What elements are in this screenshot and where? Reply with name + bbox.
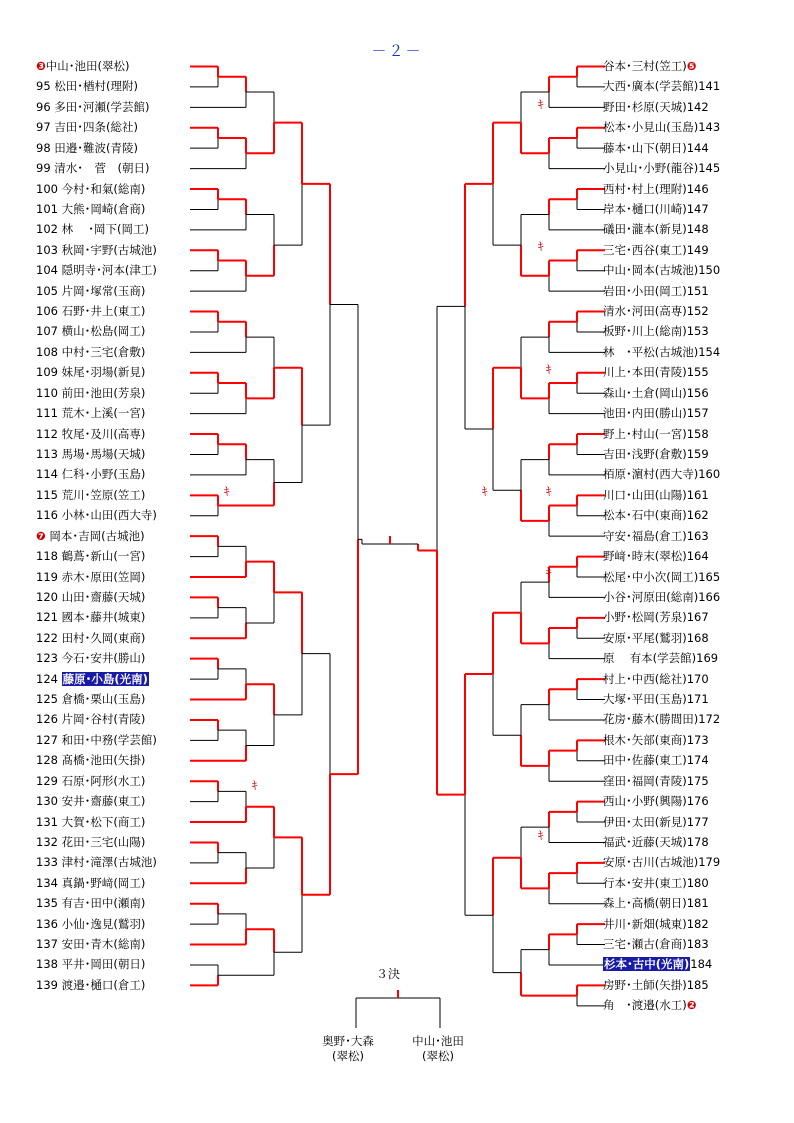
entry-name: 吉田･浅野(倉敷): [603, 446, 687, 461]
left-entry: [36, 896, 145, 910]
walkover-mark: ｷ: [482, 485, 488, 498]
entry-number: 148: [686, 222, 709, 237]
entry-name: 藤原･小島(光南): [62, 671, 148, 686]
entry-number: 127: [36, 732, 58, 747]
entry-number: 158: [686, 426, 709, 441]
entry-name: 隠明寺･河本(津工): [61, 263, 157, 278]
left-entry: [36, 427, 145, 441]
entry-name: 野上･村山(一宮): [603, 426, 687, 441]
entry-name: 國本･藤井(城東): [61, 610, 146, 625]
entry-number: 105: [36, 283, 58, 298]
right-entry: [603, 917, 709, 931]
entry-number: 137: [36, 937, 58, 952]
left-entry: [36, 590, 145, 604]
entry-number: 160: [698, 467, 721, 482]
left-entry: [36, 386, 145, 400]
right-entry: [603, 345, 720, 359]
entry-number: 179: [698, 855, 721, 870]
left-entry: [36, 161, 150, 175]
entry-number: 142: [686, 99, 709, 114]
entry-name: 小見山･小野(龍谷): [603, 161, 699, 176]
entry-name: 小林･山田(西大寺): [61, 508, 157, 523]
entry-name: 渡邉･樋口(倉工): [61, 977, 146, 992]
entry-name: 中山･池田(翠松): [45, 59, 130, 73]
entry-number: 112: [36, 426, 58, 441]
entry-number: 173: [686, 732, 709, 747]
entry-name: 藤本･山下(朝日): [603, 140, 687, 155]
entry-number: 150: [698, 263, 721, 278]
entry-name: 妹尾･羽場(新見): [61, 365, 146, 380]
right-entry: [603, 202, 709, 216]
right-entry: [603, 876, 709, 890]
left-entry: [36, 508, 157, 522]
entry-name: 清水･河田(高専): [603, 304, 687, 319]
entry-number: 170: [686, 671, 709, 686]
right-entry: [603, 222, 709, 236]
left-entry: [36, 100, 150, 114]
left-entry: [36, 79, 138, 93]
entry-name: 伊田･太田(新見): [603, 814, 687, 829]
right-entry: [603, 896, 709, 910]
third-place-left-team: [318, 1034, 378, 1064]
right-entry: [603, 998, 696, 1012]
left-entry: [36, 876, 145, 890]
entry-name: 中村･三宅(倉敷): [61, 344, 146, 359]
right-entry: [603, 406, 709, 420]
left-entry: [36, 120, 138, 134]
entry-number: 152: [686, 304, 709, 319]
right-entry: [603, 631, 709, 645]
right-entry: [603, 100, 709, 114]
entry-name: 房野･土師(矢掛): [603, 977, 687, 992]
entry-name: 田村･久岡(東商): [61, 630, 146, 645]
walkover-mark: ｷ: [538, 240, 544, 253]
entry-name: 仁科･小野(玉島): [61, 467, 146, 482]
entry-name: 板野･川上(総南): [603, 324, 687, 339]
right-entry: [603, 427, 709, 441]
page-number: －２－: [371, 42, 423, 60]
entry-name: 中山･岡本(古城池): [603, 263, 699, 278]
right-entry: [603, 161, 720, 175]
entry-name: 林 ･平松(古城池): [603, 344, 699, 359]
entry-name: 大賀･松下(商工): [61, 814, 146, 829]
right-entry: [603, 304, 709, 318]
entry-number: 161: [686, 487, 709, 502]
entry-name: 森山･土倉(岡山): [603, 385, 687, 400]
right-entry: [603, 141, 709, 155]
entry-number: 133: [36, 855, 58, 870]
entry-name: 秋岡･宇野(古城池): [61, 242, 157, 257]
right-entry: [603, 79, 720, 93]
left-entry: [36, 182, 145, 196]
left-entry: [36, 835, 145, 849]
right-entry: [603, 467, 720, 481]
entry-name: 石野･井上(東工): [61, 304, 146, 319]
entry-number: 149: [686, 242, 709, 257]
entry-name: 野田･杉原(天城): [603, 99, 687, 114]
entry-number: 157: [686, 406, 709, 421]
left-entry: [36, 243, 157, 257]
entry-name: 牧尾･及川(高専): [61, 426, 146, 441]
right-entry: [603, 794, 709, 808]
entry-name: 清水･ 菅 (朝日): [54, 161, 150, 176]
right-entry: [603, 120, 720, 134]
walkover-mark: ｷ: [546, 485, 552, 498]
entry-number: 145: [698, 161, 721, 176]
entry-name: 川上･本田(青陵): [603, 365, 687, 380]
left-entry: [36, 59, 129, 73]
entry-name: 安田･青木(総南): [61, 937, 146, 952]
entry-name: 井川･新畑(城東): [603, 916, 687, 931]
left-entry: [36, 937, 145, 951]
entry-number: 165: [698, 569, 721, 584]
right-entry: [603, 855, 720, 869]
left-entry: [36, 733, 157, 747]
entry-name: 松尾･中小次(岡工): [603, 569, 699, 584]
right-entry: [603, 835, 709, 849]
entry-name: 小仙･逸見(鷲羽): [61, 916, 146, 931]
left-entry: [36, 651, 145, 665]
right-entry: [603, 712, 720, 726]
entry-number: 106: [36, 304, 58, 319]
seed-mark: ❸: [36, 59, 46, 73]
left-entry: [36, 631, 145, 645]
entry-number: 109: [36, 365, 58, 380]
entry-number: 98: [36, 140, 51, 155]
entry-number: 128: [36, 753, 58, 768]
entry-number: 123: [36, 651, 58, 666]
walkover-mark: ｷ: [252, 779, 258, 792]
left-entry: [36, 284, 145, 298]
walkover-mark: ｷ: [546, 566, 552, 579]
entry-name: 栢原･濵村(西大寺): [603, 467, 699, 482]
left-entry: [36, 549, 145, 563]
entry-name: 石原･阿形(水工): [61, 773, 146, 788]
left-entry: [36, 917, 145, 931]
third-place-right-school: (翠松): [422, 1049, 454, 1063]
right-entry: [603, 59, 696, 73]
left-entry: [36, 855, 157, 869]
right-entry: [603, 284, 709, 298]
entry-number: 129: [36, 773, 58, 788]
entry-number: 178: [686, 834, 709, 849]
entry-number: 155: [686, 365, 709, 380]
entry-number: 174: [686, 753, 709, 768]
entry-number: 108: [36, 344, 58, 359]
entry-name: 根木･矢部(東商): [603, 732, 687, 747]
left-entry: [36, 712, 145, 726]
entry-number: 119: [36, 569, 58, 584]
entry-number: 126: [36, 712, 58, 727]
entry-number: 131: [36, 814, 58, 829]
seed-mark: ❼: [36, 528, 46, 543]
left-entry: [36, 467, 145, 481]
entry-number: 122: [36, 630, 58, 645]
right-entry: [603, 365, 709, 379]
entry-name: 片岡･塚常(玉商): [61, 283, 146, 298]
left-entry: [36, 304, 145, 318]
right-entry: [603, 549, 709, 563]
entry-number: 141: [698, 79, 721, 94]
entry-number: 185: [686, 977, 709, 992]
entry-name: 窪田･福岡(青陵): [603, 773, 687, 788]
entry-number: 118: [36, 549, 58, 564]
entry-name: 岩田･小田(岡工): [603, 283, 687, 298]
entry-number: 95: [36, 79, 51, 94]
entry-name: 林 ･岡下(岡工): [61, 222, 149, 237]
right-entry: [603, 774, 709, 788]
entry-name: 小野･松岡(芳泉): [603, 610, 687, 625]
entry-number: 120: [36, 589, 58, 604]
entry-number: 136: [36, 916, 58, 931]
entry-number: 182: [686, 916, 709, 931]
entry-number: 139: [36, 977, 58, 992]
left-entry: [36, 692, 145, 706]
entry-name: 安原･古川(古城池): [603, 855, 699, 870]
entry-number: 184: [690, 957, 713, 972]
entry-number: 169: [696, 651, 719, 666]
entry-number: 154: [698, 344, 721, 359]
right-entry: [603, 182, 709, 196]
entry-name: 花房･藤木(勝間田): [603, 712, 699, 727]
entry-name: 吉田･四条(総社): [54, 120, 139, 135]
entry-number: 115: [36, 487, 58, 502]
entry-number: 138: [36, 957, 58, 972]
entry-name: 多田･河瀬(学芸館): [54, 99, 150, 114]
entry-name: 安原･平尾(鷲羽): [603, 630, 687, 645]
entry-number: 96: [36, 99, 51, 114]
right-entry: [603, 651, 718, 665]
right-entry: [603, 978, 709, 992]
right-entry: [603, 263, 720, 277]
entry-number: 114: [36, 467, 58, 482]
entry-number: 116: [36, 508, 58, 523]
right-entry: [603, 815, 709, 829]
entry-number: 132: [36, 834, 58, 849]
entry-name: 原 有本(学芸館): [603, 651, 697, 666]
left-entry: [36, 978, 145, 992]
entry-number: 130: [36, 794, 58, 809]
entry-name: 野﨑･時末(翠松): [603, 549, 687, 564]
entry-name: 髙橋･池田(矢掛): [61, 753, 146, 768]
entry-name: 前田･池田(芳泉): [61, 385, 146, 400]
entry-name: 荒木･上溪(一宮): [61, 406, 146, 421]
entry-number: 144: [686, 140, 709, 155]
entry-number: 177: [686, 814, 709, 829]
entry-name: 大熊･岡崎(倉商): [61, 201, 146, 216]
entry-number: 171: [686, 692, 709, 707]
entry-name: 山田･齋藤(天城): [61, 589, 146, 604]
entry-number: 111: [36, 406, 58, 421]
right-entry: [603, 610, 709, 624]
entry-number: 103: [36, 242, 58, 257]
left-entry: [36, 753, 145, 767]
left-entry: [36, 957, 145, 971]
entry-number: 183: [686, 937, 709, 952]
entry-number: 180: [686, 875, 709, 890]
entry-name: 森上･高橋(朝日): [603, 896, 687, 911]
entry-number: 135: [36, 896, 58, 911]
entry-name: 赤木･原田(笠岡): [61, 569, 146, 584]
entry-name: 馬場･馬場(天城): [61, 446, 146, 461]
entry-name: 杉本･古中(光南): [604, 957, 690, 972]
left-entry: [36, 345, 145, 359]
entry-name: 岸本･樋口(川崎): [603, 201, 687, 216]
entry-name: 荒川･笠原(笠工): [61, 487, 146, 502]
entry-name: 安井･齋藤(東工): [61, 794, 146, 809]
entry-name: 角 ･渡邉(水工): [603, 998, 687, 1013]
left-entry: [36, 447, 145, 461]
entry-number: 104: [36, 263, 58, 278]
entry-number: 153: [686, 324, 709, 339]
entry-number: 124: [36, 671, 58, 686]
entry-name: 大西･廣本(学芸館): [603, 79, 699, 94]
entry-name: 倉橋･栗山(玉島): [61, 692, 146, 707]
entry-name: 岡本･吉岡(古城池): [45, 528, 145, 543]
left-entry: [36, 324, 145, 338]
third-place-left-school: (翠松): [332, 1049, 364, 1063]
entry-number: 121: [36, 610, 58, 625]
entry-number: 181: [686, 896, 709, 911]
walkover-mark: ｷ: [224, 485, 230, 498]
entry-number: 168: [686, 630, 709, 645]
left-entry: [36, 529, 145, 543]
entry-number: 159: [686, 446, 709, 461]
entry-name: 池田･内田(勝山): [603, 406, 687, 421]
entry-name: 田中･佐藤(東工): [603, 753, 687, 768]
entry-number: 146: [686, 181, 709, 196]
entry-name: 西村･村上(理附): [603, 181, 687, 196]
walkover-mark: ｷ: [538, 98, 544, 111]
entry-number: 99: [36, 161, 51, 176]
seed-mark: ❷: [686, 998, 697, 1013]
entry-number: 113: [36, 446, 58, 461]
entry-name: 和田･中務(学芸館): [61, 732, 157, 747]
entry-name: 松本･小見山(玉島): [603, 120, 699, 135]
entry-number: 100: [36, 181, 58, 196]
left-entry: [36, 570, 145, 584]
right-entry: [603, 672, 709, 686]
entry-name: 大塚･平田(玉島): [603, 692, 687, 707]
third-place-title: ３決: [376, 967, 401, 981]
right-entry: [603, 753, 709, 767]
entry-name: 三宅･西谷(東工): [603, 242, 687, 257]
entry-name: 鶴蔦･新山(一宮): [61, 549, 146, 564]
right-entry: [603, 957, 712, 971]
right-entry: [603, 733, 709, 747]
left-entry: [36, 672, 149, 686]
entry-number: 101: [36, 201, 58, 216]
entry-name: 西山･小野(興陽): [603, 794, 687, 809]
entry-name: 礒田･瀧本(新見): [603, 222, 687, 237]
entry-name: 守安･福島(倉工): [603, 528, 687, 543]
entry-name: 横山･松島(岡工): [61, 324, 146, 339]
right-entry: [603, 447, 709, 461]
third-place-right-team: [408, 1034, 468, 1064]
entry-number: 175: [686, 773, 709, 788]
entry-name: 松本･石中(東商): [603, 508, 687, 523]
entry-name: 田邉･難波(青陵): [54, 140, 139, 155]
entry-name: 真鍋･野﨑(岡工): [61, 875, 146, 890]
entry-name: 平井･岡田(朝日): [61, 957, 146, 972]
right-entry: [603, 508, 709, 522]
entry-number: 110: [36, 385, 58, 400]
right-entry: [603, 937, 709, 951]
left-entry: [36, 141, 138, 155]
left-entry: [36, 263, 157, 277]
left-entry: [36, 488, 145, 502]
left-entry: [36, 610, 145, 624]
entry-number: 163: [686, 528, 709, 543]
entry-number: 156: [686, 385, 709, 400]
entry-number: 143: [698, 120, 721, 135]
right-entry: [603, 488, 709, 502]
right-entry: [603, 692, 709, 706]
entry-name: 谷本･三村(笠工): [603, 59, 687, 73]
entry-name: 福武･近藤(天城): [603, 834, 687, 849]
walkover-mark: ｷ: [538, 829, 544, 842]
entry-name: 有吉･田中(瀬南): [61, 896, 146, 911]
entry-name: 松田･楢村(理附): [54, 79, 139, 94]
entry-number: 147: [686, 201, 709, 216]
entry-number: 166: [698, 589, 721, 604]
left-entry: [36, 406, 145, 420]
entry-name: 今石･安井(勝山): [61, 651, 146, 666]
entry-name: 三宅･瀬古(倉商): [603, 937, 687, 952]
entry-number: 176: [686, 794, 709, 809]
left-entry: [36, 222, 149, 236]
entry-number: 134: [36, 875, 58, 890]
entry-name: 花田･三宅(山陽): [61, 834, 146, 849]
third-place-right-name: 中山･池田: [412, 1034, 464, 1048]
entry-number: 162: [686, 508, 709, 523]
right-entry: [603, 529, 709, 543]
entry-number: 172: [698, 712, 721, 727]
entry-number: 151: [686, 283, 709, 298]
third-place-left-name: 奥野･大森: [322, 1034, 374, 1048]
entry-name: 片岡･谷村(青陵): [61, 712, 146, 727]
entry-name: 今村･和氣(総南): [61, 181, 146, 196]
entry-name: 津村･滝澤(古城池): [61, 855, 157, 870]
right-entry: [603, 243, 709, 257]
left-entry: [36, 202, 145, 216]
entry-number: 97: [36, 120, 51, 135]
right-entry: [603, 386, 709, 400]
entry-number: 125: [36, 692, 58, 707]
seed-mark: ❺: [686, 59, 697, 73]
entry-name: 行本･安井(東工): [603, 875, 687, 890]
left-entry: [36, 365, 145, 379]
left-entry: [36, 794, 145, 808]
right-entry: [603, 590, 720, 604]
right-entry: [603, 324, 709, 338]
entry-number: 164: [686, 549, 709, 564]
entry-number: 167: [686, 610, 709, 625]
left-entry: [36, 774, 145, 788]
entry-number: 107: [36, 324, 58, 339]
right-entry: [603, 570, 720, 584]
left-entry: [36, 815, 145, 829]
entry-name: 村上･中西(総社): [603, 671, 687, 686]
entry-name: 川口･山田(山陽): [603, 487, 687, 502]
entry-name: 小谷･河原田(総南): [603, 589, 699, 604]
walkover-mark: ｷ: [546, 363, 552, 376]
entry-number: 102: [36, 222, 58, 237]
